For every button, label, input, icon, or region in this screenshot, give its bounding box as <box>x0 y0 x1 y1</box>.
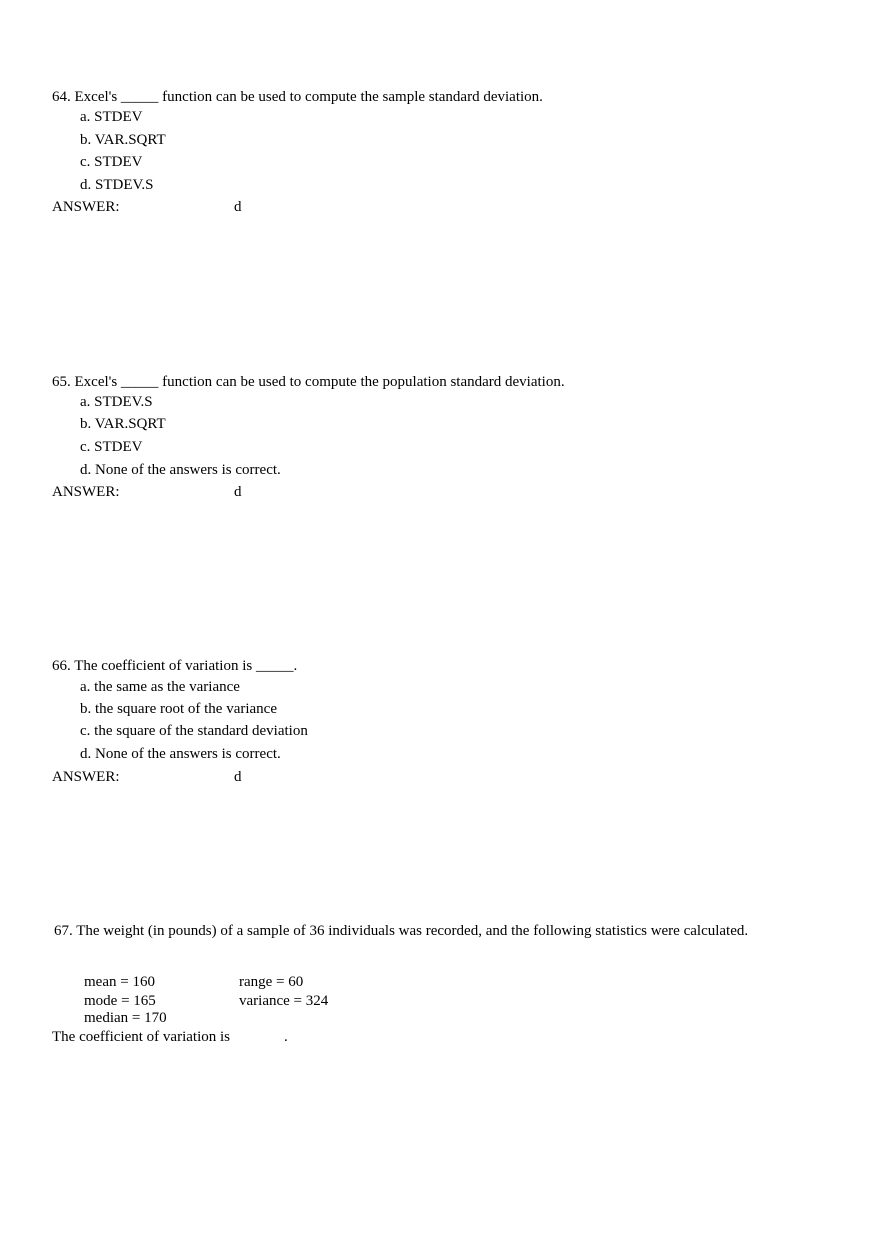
answer-value: d <box>234 484 242 500</box>
answer-value: d <box>234 769 242 785</box>
option-a: a. the same as the variance <box>80 679 240 695</box>
option-b: b. VAR.SQRT <box>80 416 166 432</box>
stat-range: range = 60 <box>239 974 304 990</box>
blank-period: . <box>284 1029 288 1045</box>
option-b: b. VAR.SQRT <box>80 132 166 148</box>
option-c: c. STDEV <box>80 154 143 170</box>
question-prompt: The coefficient of variation is <box>52 1029 230 1045</box>
option-b: b. the square root of the variance <box>80 701 277 717</box>
answer-label: ANSWER: <box>52 484 120 500</box>
answer-value: d <box>234 199 242 215</box>
stat-mode: mode = 165 <box>84 993 156 1009</box>
question-stem: 67. The weight (in pounds) of a sample of 36 individuals was recorded, and the following statistics were calculated. <box>54 923 749 939</box>
question-stem: 65. Excel's _____ function can be used to compute the population standard deviation. <box>52 374 565 390</box>
option-d: d. None of the answers is correct. <box>80 462 281 478</box>
answer-label: ANSWER: <box>52 199 120 215</box>
question-stem: 64. Excel's _____ function can be used to compute the sample standard deviation. <box>52 89 543 105</box>
stat-median: median = 170 <box>84 1010 167 1026</box>
answer-label: ANSWER: <box>52 769 120 785</box>
option-d: d. None of the answers is correct. <box>80 746 281 762</box>
option-c: c. STDEV <box>80 439 143 455</box>
option-c: c. the square of the standard deviation <box>80 723 308 739</box>
question-stem: 66. The coefficient of variation is _____. <box>52 658 298 674</box>
stat-variance: variance = 324 <box>239 993 329 1009</box>
stat-mean: mean = 160 <box>84 974 155 990</box>
option-d: d. STDEV.S <box>80 177 154 193</box>
option-a: a. STDEV.S <box>80 394 153 410</box>
option-a: a. STDEV <box>80 109 143 125</box>
